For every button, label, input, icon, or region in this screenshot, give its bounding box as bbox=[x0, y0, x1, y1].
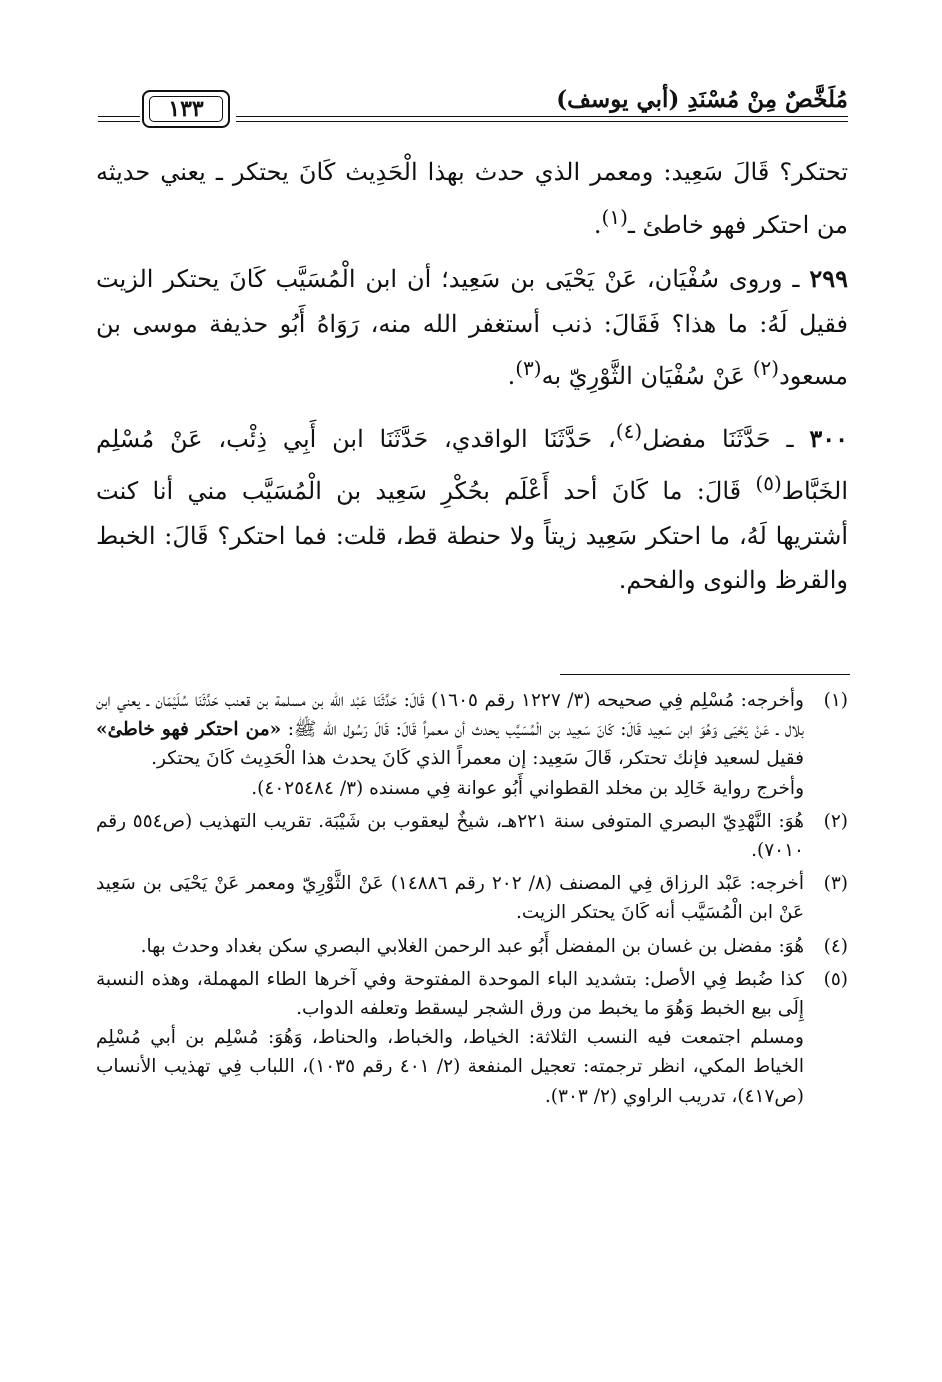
header-rule bbox=[236, 116, 848, 117]
hadith-quote: «من احتكر فهو خاطئ» bbox=[96, 719, 282, 741]
paragraph-text: عَنْ سُفْيَان الثَّوْرِيّ به bbox=[541, 362, 753, 390]
footnote-3 bbox=[96, 869, 848, 927]
paragraph-text: قَالَ: ما كَانَ أحد أَعْلَم بحُكْرِ سَعِيد بن الْمُسَيَّب مني أنا كنت أشتريها لَهُ، ما احتكر سَعِيد زيتاً ولا حنطة قط، قلت: فما احتكر؟ قَالَ: الخبط والقرظ والنوى والفحم. bbox=[96, 477, 848, 594]
running-title: مُلَخَّصٌ مِنْ مُسْنَدِ (أبي يوسف) bbox=[556, 86, 848, 113]
paragraph-continuation bbox=[96, 150, 848, 247]
hadith-number: ٣٠٠ bbox=[809, 423, 848, 453]
footnote-divider bbox=[560, 674, 850, 675]
page-number-frame bbox=[142, 90, 230, 128]
footnote-5 bbox=[96, 965, 848, 1111]
footnote-text: فقيل لسعيد فإنك تحتكر، قَالَ سَعِيد: إن معمراً الذي كَانَ يحدث هذا الْحَدِيث كَانَ يحتكر. bbox=[151, 748, 804, 770]
footnote-1 bbox=[96, 686, 848, 803]
footnote-number: (٤) bbox=[823, 935, 848, 957]
footnote-ref: (٢) bbox=[752, 356, 780, 380]
footnote-text: وأخرج رواية خَالِد بن مخلد القطواني أَبُو عوانة فِي مسنده (٣/ ٤٠٢٥٤٨٤). bbox=[251, 777, 804, 799]
hadith-number: ٢٩٩ bbox=[809, 264, 848, 293]
paragraph-text: . bbox=[593, 210, 602, 239]
footnote-text: كذا ضُبط فِي الأصل: بتشديد الباء الموحدة المفتوحة وفي آخرها الطاء المهملة، وهذه النسبة إِلَى بيع الخبط وَهُوَ ما يخبط من ورق الشجر ليسقط وتعلفه الدواب. bbox=[96, 968, 804, 1020]
footnote-text: وأخرجه: مُسْلِم فِي صحيحه (٣/ ١٢٢٧ رقم ١٦٠٥) قَالَ: حَدَّثَنَا عَبْد الله بن مسلمة بن قعنب حَدَّثَنَا سُلَيْمَان ـ يعني ابن بلال ـ عَنْ يَحْيَى وَهُوَ ابن سَعِيد قَالَ: كَانَ سَعِيد بن الْمُسَيَّب يحدث أن معمراً قَالَ: قَالَ رَسُول الله ﷺ: bbox=[96, 690, 804, 741]
footnote-number: (٣) bbox=[823, 873, 848, 895]
paragraph-text: . bbox=[507, 362, 516, 390]
footnotes bbox=[96, 686, 848, 1111]
page-header bbox=[98, 76, 848, 132]
footnote-4 bbox=[96, 932, 848, 961]
footnote-text: هُوَ: مفضل بن غسان بن المفضل أَبُو عبد الرحمن الغلابي البصري سكن بغداد وحدث بها. bbox=[140, 935, 804, 957]
hadith-299 bbox=[96, 257, 848, 399]
header-rule bbox=[236, 121, 848, 122]
paragraph-text: ـ وروى سُفْيَان، عَنْ يَحْيَى بن سَعِيد؛ أن ابن الْمُسَيَّب كَانَ يحتكر الزيت فقيل لَهُ: ما هذا؟ فَقَالَ: ذنب أستغفر الله منه، رَوَاهُ أَبُو حذيفة موسى بن مسعود bbox=[96, 265, 848, 390]
header-rule bbox=[98, 121, 140, 122]
main-text bbox=[96, 150, 848, 603]
footnote-number: (٢) bbox=[823, 810, 848, 832]
footnote-ref: (١) bbox=[601, 204, 628, 229]
footnote-text: أخرجه: عَبْد الرزاق فِي المصنف (٨/ ٢٠٢ رقم ١٤٨٨٦) عَنْ الثَّوْرِيّ ومعمر عَنْ يَحْيَى بن سَعِيد عَنْ ابن الْمُسَيَّب أنه كَانَ يحتكر الزيت. bbox=[96, 873, 805, 924]
paragraph-text: تحتكر؟ قَالَ سَعِيد: ومعمر الذي حدث بهذا الْحَدِيث كَانَ يحتكر ـ يعني حديثه من احتكر فهو خاطئ ـ bbox=[96, 158, 848, 239]
paragraph-text: ، حَدَّثَنَا الواقدي، حَدَّثَنَا ابن أَبِي ذِئْب، عَنْ مُسْلِم الخَبَّاط bbox=[96, 424, 848, 505]
page-number: ١٣٣ bbox=[149, 96, 223, 122]
footnote-ref: (٣) bbox=[515, 356, 542, 380]
footnote-text: هُوَ: النَّهْدِيّ البصري المتوفى سنة ٢٢١هـ، شيخٌ ليعقوب بن شَيْبَة. تقريب التهذيب (ص٥٥٤ رقم ٧٠١٠). bbox=[96, 810, 804, 862]
header-rule bbox=[98, 116, 140, 117]
hadith-300 bbox=[96, 409, 848, 603]
footnote-ref: (٤) bbox=[615, 418, 643, 443]
footnote-number: (١) bbox=[823, 690, 848, 711]
footnote-2 bbox=[96, 807, 848, 865]
footnote-ref: (٥) bbox=[755, 471, 782, 495]
footnote-number: (٥) bbox=[823, 968, 848, 990]
paragraph-text: ـ حَدَّثَنَا مفضل bbox=[642, 424, 810, 453]
footnote-text: ومسلم اجتمعت فيه النسب الثلاثة: الخياط، والخباط، والحناط، وَهُوَ: مُسْلِم بن أبي مُسْلِم الخياط المكي، انظر ترجمته: تعجيل المنفعة (٢/ ٤٠١ رقم ١٠٣٥)، اللباب فِي تهذيب الأنساب (ص٤١٧)، تدريب الراوي (٢/ ٣٠٣). bbox=[96, 1027, 804, 1107]
